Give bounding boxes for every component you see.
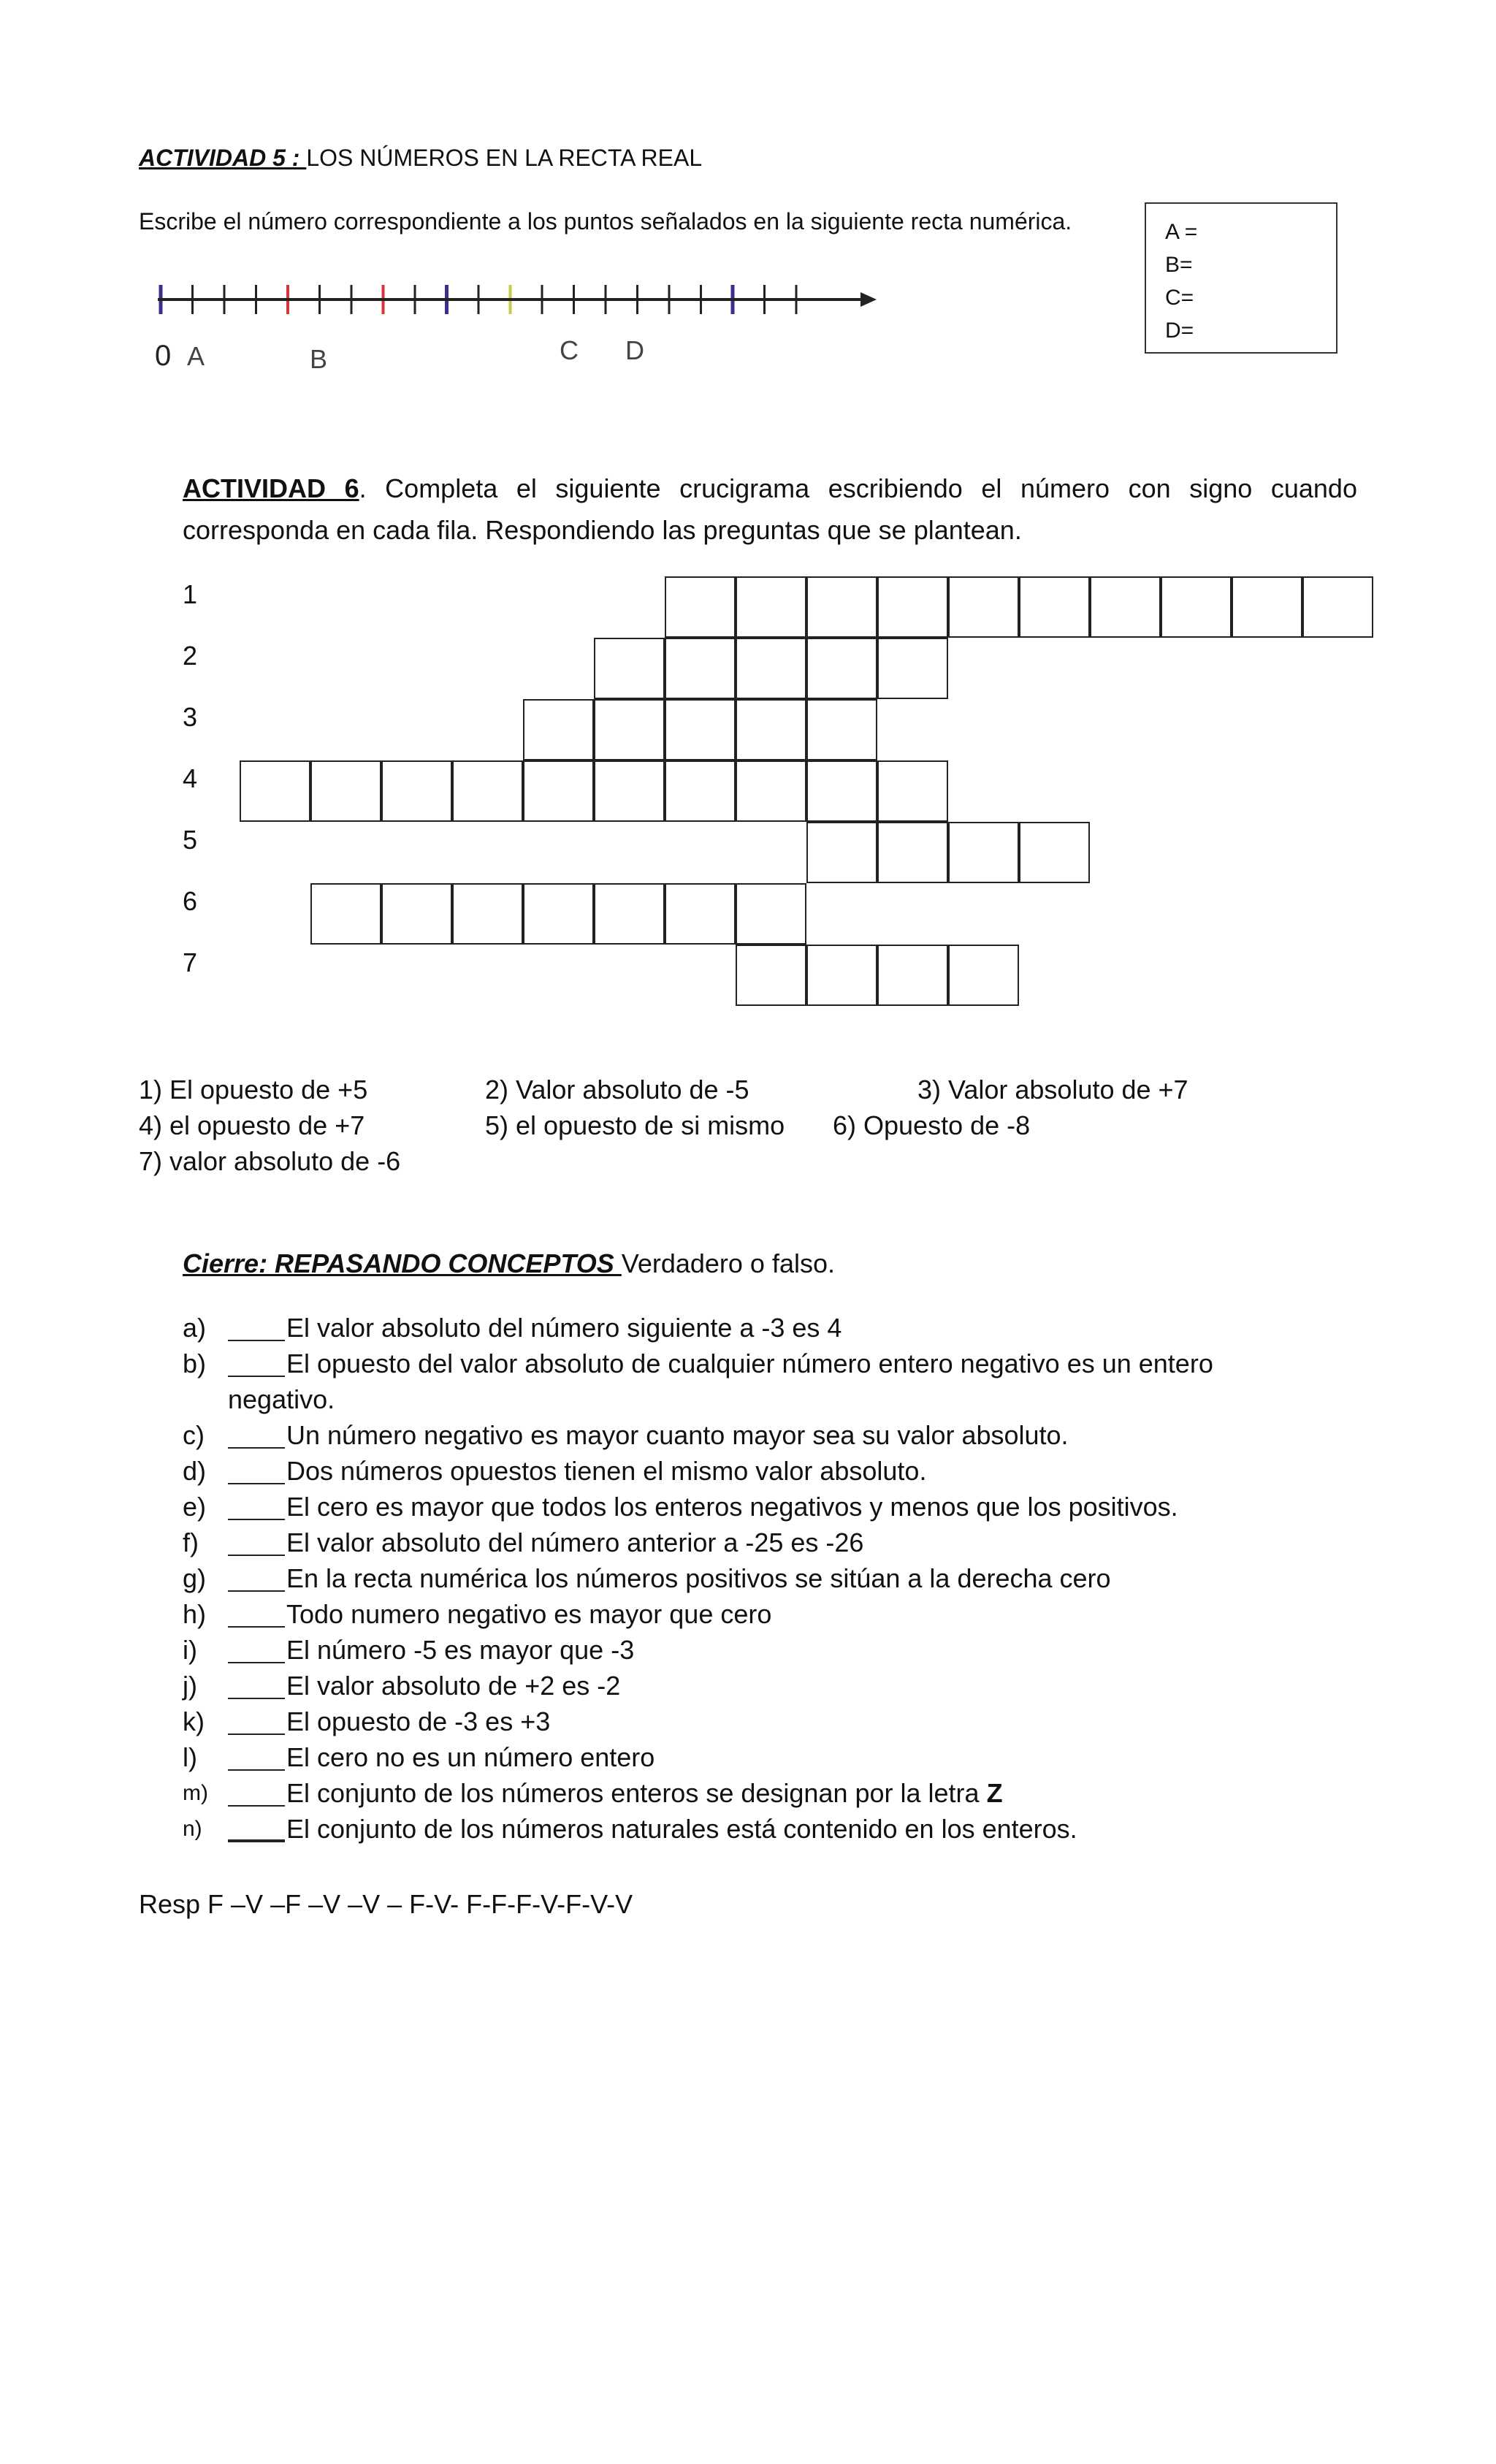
statement-letter: a) <box>183 1313 207 1343</box>
statement-letter: d) <box>183 1456 207 1486</box>
statement-continuation: negativo. <box>228 1384 335 1414</box>
clue-3: 3) Valor absoluto de +7 <box>917 1075 1188 1105</box>
answer-a-label: A = <box>1165 220 1198 244</box>
crossword-cell[interactable] <box>665 760 736 822</box>
statement-text: El valor absoluto de +2 es -2 <box>286 1671 621 1701</box>
answer-blank[interactable] <box>228 1528 285 1556</box>
crossword-cell[interactable] <box>736 576 806 638</box>
statement-text: El valor absoluto del número siguiente a -3 es 4 <box>286 1313 842 1343</box>
crossword-row-number: 4 <box>183 763 198 793</box>
crossword-cell[interactable] <box>381 760 452 822</box>
crossword-cell[interactable] <box>1019 822 1090 883</box>
activity6-label: ACTIVIDAD 6 <box>183 473 359 503</box>
closing-label: Cierre: REPASANDO CONCEPTOS <box>183 1248 622 1278</box>
crossword-cell[interactable] <box>523 760 594 822</box>
crossword-cell[interactable] <box>948 945 1019 1006</box>
statement-letter: n) <box>183 1817 202 1841</box>
crossword-cell[interactable] <box>877 945 948 1006</box>
point-label-d: D <box>625 335 644 365</box>
closing-instruction: Verdadero o falso. <box>621 1248 835 1278</box>
statement-letter: b) <box>183 1349 207 1378</box>
number-line <box>146 270 891 380</box>
statement-text: El valor absoluto del número anterior a -25 es -26 <box>286 1527 864 1557</box>
statement-b <box>183 1346 1322 1417</box>
crossword-cell[interactable] <box>594 760 665 822</box>
crossword-cell[interactable] <box>806 638 877 699</box>
answers-line: Resp F –V –F –V –V – F-V- F-F-F-V-F-V-V <box>139 1889 633 1919</box>
crossword-cell[interactable] <box>806 699 877 760</box>
statement-text: En la recta numérica los números positivos se sitúan a la derecha cero <box>286 1563 1111 1593</box>
crossword-row-number: 1 <box>183 579 198 609</box>
crossword-cell[interactable] <box>1161 576 1232 638</box>
answer-blank[interactable] <box>228 1457 285 1484</box>
clue-1: 1) El opuesto de +5 <box>139 1075 368 1105</box>
number-line-origin-label: 0 <box>155 340 172 372</box>
statement-text: El conjunto de los números naturales está contenido en los enteros. <box>286 1814 1077 1844</box>
crossword-cell[interactable] <box>1090 576 1161 638</box>
activity5-instruction: Escribe el número correspondiente a los puntos señalados en la siguiente recta numérica. <box>139 208 1072 234</box>
answer-b-label: B= <box>1165 253 1193 277</box>
answer-blank[interactable] <box>228 1564 285 1592</box>
crossword-cell[interactable] <box>877 638 948 699</box>
answer-blank[interactable] <box>228 1707 285 1735</box>
crossword-cell[interactable] <box>1232 576 1302 638</box>
answer-blank[interactable] <box>228 1313 285 1341</box>
crossword-cell[interactable] <box>452 883 523 945</box>
number-line-arrow <box>860 292 877 307</box>
statement-text: El opuesto de -3 es +3 <box>286 1706 551 1736</box>
answer-blank[interactable] <box>228 1349 285 1377</box>
crossword-cell[interactable] <box>594 883 665 945</box>
crossword-cell[interactable] <box>381 883 452 945</box>
crossword-cell[interactable] <box>736 699 806 760</box>
statement-letter: j) <box>183 1671 197 1701</box>
statement-text: Un número negativo es mayor cuanto mayor sea su valor absoluto. <box>286 1420 1069 1450</box>
statement-letter: k) <box>183 1706 205 1736</box>
crossword-cell[interactable] <box>877 760 948 822</box>
statement-text: Dos números opuestos tienen el mismo valor absoluto. <box>286 1456 927 1486</box>
answer-blank[interactable] <box>228 1492 285 1520</box>
activity6-instruction: . Completa el siguiente crucigrama escribiendo el número con signo cuando corresponda en cada fila. Respondiendo las preguntas que se plantean. <box>183 473 1357 545</box>
answer-d-label: D= <box>1165 319 1194 343</box>
statement-text: Todo numero negativo es mayor que cero <box>286 1599 772 1629</box>
answer-blank[interactable] <box>228 1636 285 1663</box>
crossword-cell[interactable] <box>877 576 948 638</box>
statement-text: El opuesto del valor absoluto de cualquier número entero negativo es un entero <box>286 1349 1213 1378</box>
crossword-cell[interactable] <box>877 822 948 883</box>
activity6-intro <box>183 468 1357 551</box>
statement-letter: f) <box>183 1527 199 1557</box>
answer-blank[interactable] <box>228 1779 285 1807</box>
answer-blank[interactable] <box>228 1421 285 1449</box>
crossword-cell[interactable] <box>736 945 806 1006</box>
statement-text: El cero no es un número entero <box>286 1742 655 1772</box>
statement-letter: m) <box>183 1781 208 1805</box>
crossword-cell[interactable] <box>806 822 877 883</box>
point-label-c: C <box>560 335 579 365</box>
answer-c-label: C= <box>1165 286 1194 310</box>
crossword-cell[interactable] <box>806 576 877 638</box>
statement-letter: h) <box>183 1599 207 1629</box>
crossword-cell[interactable] <box>523 883 594 945</box>
crossword-cell[interactable] <box>806 760 877 822</box>
crossword-row-number: 3 <box>183 702 198 732</box>
crossword-cell[interactable] <box>736 760 806 822</box>
activity5-topic: LOS NÚMEROS EN LA RECTA REAL <box>306 145 703 171</box>
answer-blank[interactable] <box>228 1600 285 1628</box>
answer-box[interactable] <box>1145 202 1337 354</box>
statement-text: El cero es mayor que todos los enteros negativos y menos que los positivos. <box>286 1492 1178 1522</box>
crossword-row-number: 6 <box>183 886 198 916</box>
crossword-cell[interactable] <box>452 760 523 822</box>
crossword-cell[interactable] <box>948 576 1019 638</box>
crossword-row-number: 5 <box>183 825 198 855</box>
crossword-cell[interactable] <box>594 699 665 760</box>
statement-text: El conjunto de los números enteros se designan por la letra <box>286 1778 987 1808</box>
crossword-cell[interactable] <box>310 760 381 822</box>
crossword-cell[interactable] <box>310 883 381 945</box>
statement-letter: g) <box>183 1563 207 1593</box>
crossword-row-number: 2 <box>183 641 198 671</box>
answer-blank[interactable] <box>228 1743 285 1771</box>
statement-letter: c) <box>183 1420 205 1450</box>
clue-5: 5) el opuesto de si mismo <box>485 1110 785 1140</box>
crossword-cell[interactable] <box>736 883 806 945</box>
clue-4: 4) el opuesto de +7 <box>139 1110 365 1140</box>
crossword-cell[interactable] <box>665 883 736 945</box>
crossword-cell[interactable] <box>1019 576 1090 638</box>
crossword-row-number: 7 <box>183 947 198 977</box>
statement-letter: l) <box>183 1742 197 1772</box>
statement-bold-letter: Z <box>986 1778 1003 1808</box>
crossword-cell[interactable] <box>240 760 310 822</box>
clue-6: 6) Opuesto de -8 <box>833 1110 1031 1140</box>
crossword-cell[interactable] <box>806 945 877 1006</box>
crossword-cell[interactable] <box>1302 576 1373 638</box>
closing-heading <box>183 1246 835 1281</box>
answer-blank[interactable] <box>228 1813 285 1842</box>
answer-blank[interactable] <box>228 1671 285 1699</box>
point-label-b: B <box>310 344 328 374</box>
activity5-title <box>139 143 702 172</box>
clue-2: 2) Valor absoluto de -5 <box>485 1075 749 1105</box>
crossword-cell[interactable] <box>948 822 1019 883</box>
activity5-label: ACTIVIDAD 5 : <box>139 145 307 171</box>
crossword-cell[interactable] <box>665 576 736 638</box>
crossword-cell[interactable] <box>594 638 665 699</box>
crossword-cell[interactable] <box>665 638 736 699</box>
clue-7: 7) valor absoluto de -6 <box>139 1146 401 1176</box>
point-label-a: A <box>187 341 205 371</box>
statement-text: El número -5 es mayor que -3 <box>286 1635 635 1665</box>
crossword-cell[interactable] <box>665 699 736 760</box>
crossword-cell[interactable] <box>523 699 594 760</box>
statement-letter: i) <box>183 1635 197 1665</box>
crossword-cell[interactable] <box>736 638 806 699</box>
statement-letter: e) <box>183 1492 207 1522</box>
